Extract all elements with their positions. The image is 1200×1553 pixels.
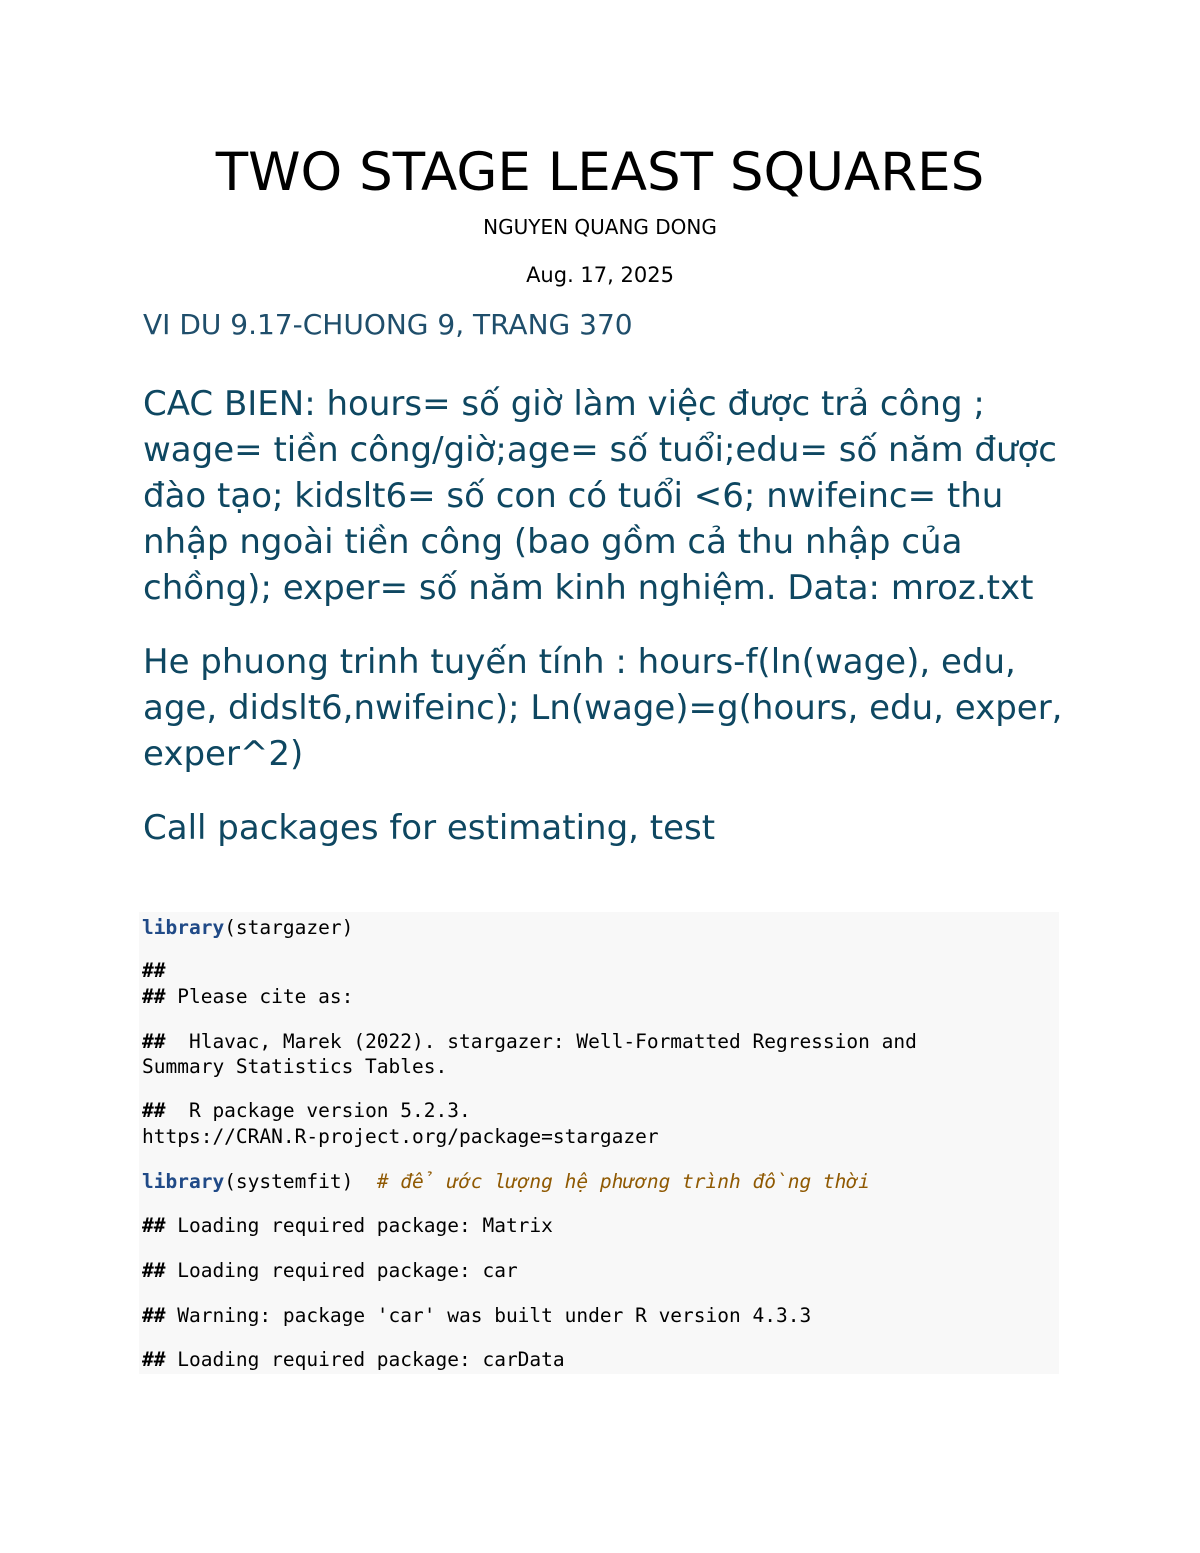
code-keyword: library — [142, 916, 225, 939]
output-text: https://CRAN.R-project.org/package=stargazer — [142, 1125, 659, 1148]
output-hash: ## — [142, 1259, 166, 1282]
output-text: Loading required package: carData — [165, 1348, 565, 1371]
code-output-line — [142, 1213, 553, 1238]
output-text: Loading required package: car — [165, 1259, 518, 1282]
code-output-line — [142, 1098, 471, 1123]
code-output-line — [142, 1258, 518, 1283]
code-line-library-stargazer — [142, 915, 353, 940]
code-output-line — [142, 1054, 447, 1079]
code-output-line — [142, 1303, 811, 1328]
document-date: Aug. 17, 2025 — [526, 263, 674, 287]
output-text: Please cite as: — [165, 985, 354, 1008]
variables-heading: CAC BIEN: hours= số giờ làm việc được trả công ; wage= tiền công/giờ;age= số tuổi;edu= số năm được đào tạo; kidslt6= số con có tuổi <6; nwifeinc= thu nhập ngoài tiền công (bao gồm cả thu nhập của chồng); exper= số năm kinh nghiệm. Data: mroz.txt — [143, 384, 1057, 608]
output-text: Hlavac, Marek (2022). stargazer: Well-Formatted Regression and — [165, 1030, 917, 1053]
output-hash: ## — [142, 1099, 166, 1122]
output-hash: ## — [142, 1348, 166, 1371]
output-hash: ## — [142, 959, 166, 982]
system-heading: He phuong trinh tuyến tính : hours-f(ln(wage), edu, age, didslt6,nwifeinc); Ln(wage)=g(hours, edu, exper, exper^2) — [143, 642, 1063, 774]
code-output-line — [142, 1029, 917, 1054]
output-text: R package version 5.2.3. — [165, 1099, 471, 1122]
document-body — [143, 305, 1063, 863]
code-keyword: library — [142, 1170, 225, 1193]
code-output-line — [142, 1347, 565, 1372]
code-output-line — [142, 958, 165, 983]
output-text: Loading required package: Matrix — [165, 1214, 553, 1237]
output-hash: ## — [142, 1030, 166, 1053]
code-output-line — [142, 984, 353, 1009]
example-heading: VI DU 9.17-CHUONG 9, TRANG 370 — [143, 308, 633, 341]
output-hash: ## — [142, 985, 166, 1008]
output-hash: ## — [142, 1214, 166, 1237]
code-line-library-systemfit — [142, 1169, 870, 1194]
code-argument: (stargazer) — [224, 916, 354, 939]
output-hash: ## — [142, 1304, 166, 1327]
code-argument: (systemfit) — [224, 1170, 377, 1193]
output-text: Warning: package 'car' was built under R version 4.3.3 — [165, 1304, 812, 1327]
document-title: TWO STAGE LEAST SQUARES — [215, 142, 985, 203]
code-comment: # để ước lượng hệ phương trình đồng thời — [376, 1170, 870, 1193]
document-author: NGUYEN QUANG DONG — [483, 215, 717, 239]
output-text: Summary Statistics Tables. — [142, 1055, 448, 1078]
r-code-block — [139, 912, 1059, 1374]
code-output-line — [142, 1124, 659, 1149]
packages-heading: Call packages for estimating, test — [143, 808, 716, 848]
